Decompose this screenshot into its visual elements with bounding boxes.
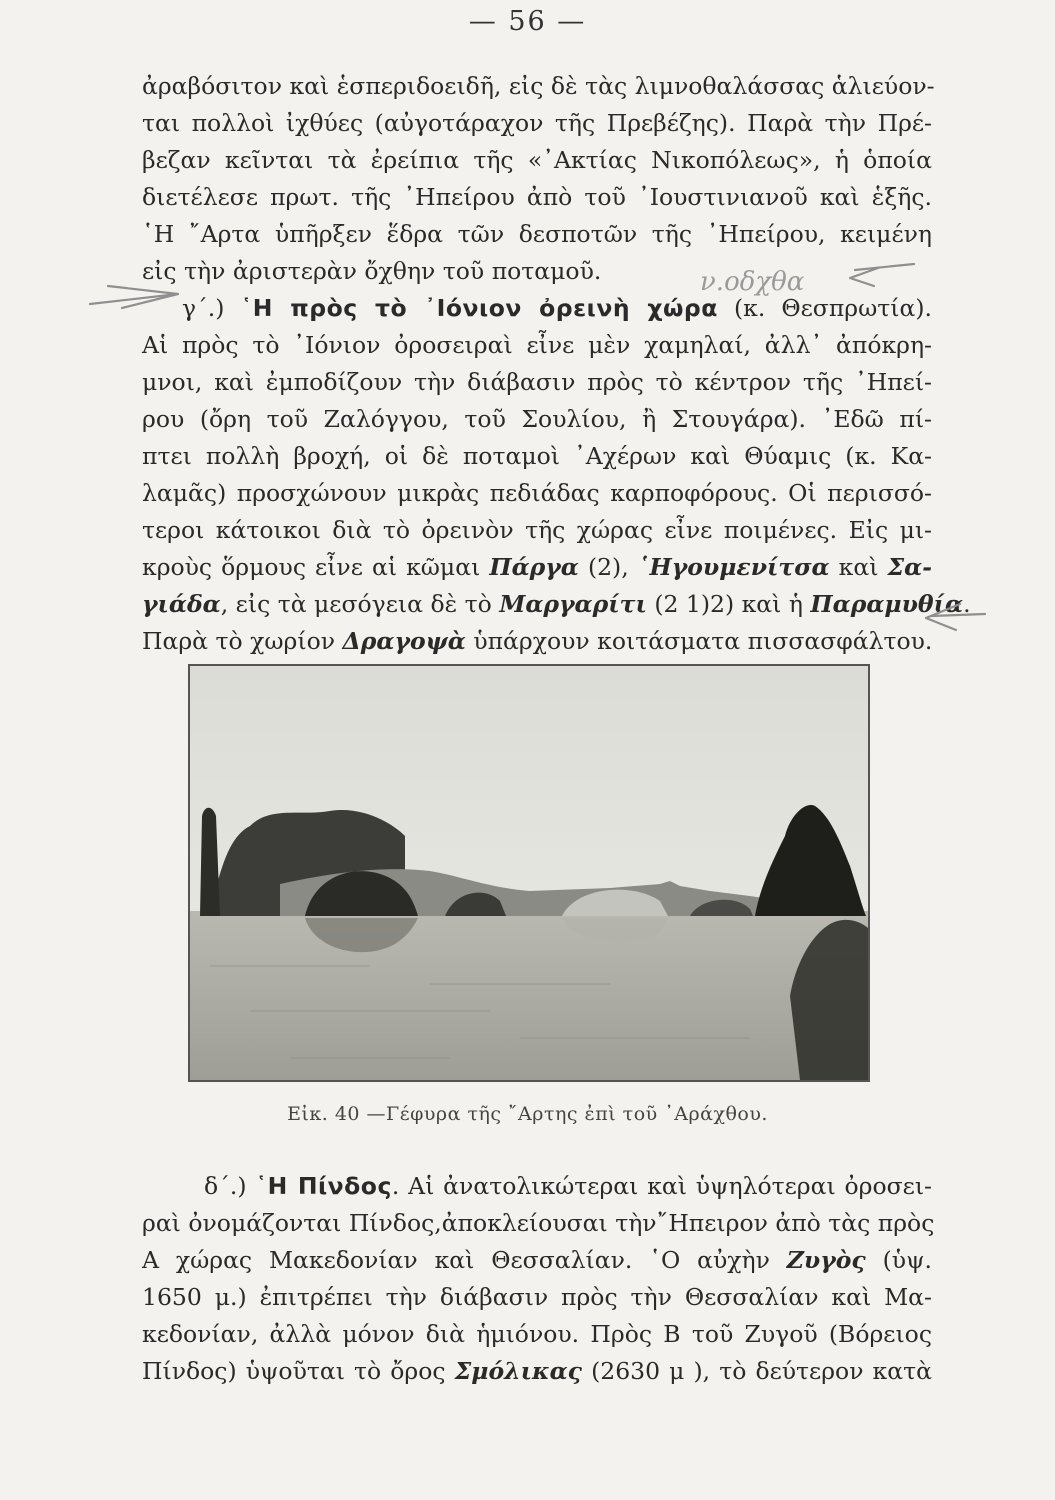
text-run: ὑπάρχουν κοιτάσματα πισσασφάλτου. <box>473 627 933 655</box>
text-line: κεδονίαν, ἀλλὰ μόνον διὰ ἡμιόνου. Πρὸς Β τοῦ Ζυγοῦ (Βόρειος <box>142 1320 932 1348</box>
text-line: μνοι, καὶ ἐμποδίζουν τὴν διάβασιν πρὸς τὸ κέντρον τῆς ᾽Ηπεί- <box>142 368 932 396</box>
figure-caption: Εἰκ. 40 —Γέφυρα τῆς ῎Αρτης ἐπὶ τοῦ ᾽Αράχθου. <box>287 1103 768 1125</box>
text-run: (2 1)2) καὶ ἡ <box>654 590 803 618</box>
text-run: . Αἱ ἀνατολικώτεραι καὶ ὑψηλότεραι ὀροσει- <box>391 1172 932 1200</box>
text-line: Αἱ πρὸς τὸ ᾽Ιόνιον ὀροσειραὶ εἶνε μὲν χαμηλαί, ἀλλ᾽ ἀπόκρη- <box>142 331 932 359</box>
text-line: πτει πολλὴ βροχή, οἱ δὲ ποταμοὶ ᾽Αχέρων καὶ Θύαμις (κ. Κα- <box>142 442 932 470</box>
bridge-illustration <box>190 666 868 1080</box>
bridge-photo <box>188 664 870 1082</box>
section-heading-d <box>142 1168 932 1205</box>
text-run: (ὑψ. <box>882 1246 932 1274</box>
text-line: ἀραβόσιτον καὶ ἑσπεριδοειδῆ, εἰς δὲ τὰς λιμνοθαλάσσας ἁλιεύον- <box>142 72 935 100</box>
text-run: κροὺς ὅρμους εἶνε αἱ κῶμαι <box>142 553 481 581</box>
text-run: Παρὰ τὸ χωρίον <box>142 627 336 655</box>
text-line: ῾Η ῎Αρτα ὑπῆρξεν ἕδρα τῶν δεσποτῶν τῆς ᾽Ηπείρου, κειμένη <box>142 220 932 248</box>
place-name: Παραμυθία <box>810 590 964 618</box>
river-water <box>190 911 868 1080</box>
text-line: εἰς τὴν ἀριστερὰν ὄχθην τοῦ ποταμοῦ. <box>142 257 602 285</box>
text-line-places <box>142 1242 932 1279</box>
place-name: Δραγοψὰ <box>342 627 466 655</box>
heading-prefix: γ΄.) <box>182 294 225 322</box>
text-line: ρου (ὄρη τοῦ Ζαλόγγου, τοῦ Σουλίου, ἢ Στουγάρα). ᾽Εδῶ πί- <box>142 405 932 433</box>
text-line: 1650 μ.) ἐπιτρέπει τὴν διάβασιν πρὸς τὴν Θεσσαλίαν καὶ Μα- <box>142 1283 932 1311</box>
place-name: ῾Ηγουμενίτσα <box>637 553 830 581</box>
pencil-marks <box>60 268 960 648</box>
pencil-note: ν.οδχθα <box>700 267 805 297</box>
place-name: Μαργαρίτι <box>499 590 647 618</box>
left-arrow-shaft <box>90 294 178 304</box>
text-run: καὶ <box>838 553 879 581</box>
text-run: (2), <box>587 553 629 581</box>
place-name: γιάδα <box>142 590 221 618</box>
text-run: Πίνδος) ὑψοῦται τὸ ὄρος <box>142 1357 446 1385</box>
heading-suffix: (κ. Θεσπρωτία). <box>733 294 932 322</box>
page-number: — 56 — <box>468 6 587 37</box>
place-name: Πάργα <box>489 553 579 581</box>
text-line: ραὶ ὀνομάζονται Πίνδος,ἀποκλείουσαι τὴν῎Ηπειρον ἀπὸ τὰς πρὸς <box>142 1209 935 1237</box>
text-line-places <box>142 1353 932 1390</box>
section-d <box>142 1168 935 1390</box>
text-run: Α χώρας Μακεδονίαν καὶ Θεσσαλίαν. ῾Ο αὐχὴν <box>142 1246 770 1274</box>
text-line: ται πολλοὶ ἰχθύες (αὐγοτάραχον τῆς Πρεβέζης). Παρὰ τὴν Πρέ- <box>142 109 932 137</box>
text-run: , εἰς τὰ μεσόγεια δὲ τὸ <box>220 590 492 618</box>
margin-arrow-shaft <box>932 614 985 616</box>
place-name: Σα- <box>887 553 932 581</box>
text-run: . <box>963 590 971 618</box>
heading-title: ῾Η Πίνδος <box>255 1172 392 1200</box>
text-run: (2630 μ ), τὸ δεύτερον κατὰ <box>591 1357 932 1385</box>
text-line: τεροι κάτοικοι διὰ τὸ ὀρεινὸν τῆς χώρας εἶνε ποιμένες. Εἰς μι- <box>142 516 932 544</box>
place-name: Σμόλικας <box>454 1357 582 1385</box>
place-name: Ζυγὸς <box>786 1246 866 1274</box>
heading-title: ῾Η πρὸς τὸ ᾽Ιόνιον ὀρεινὴ χώρα <box>240 294 718 322</box>
heading-prefix: δ΄.) <box>204 1172 247 1200</box>
text-line: διετέλεσε πρωτ. τῆς ᾽Ηπείρου ἀπὸ τοῦ ᾽Ιουστινιανοῦ καὶ ἑξῆς. <box>142 183 932 211</box>
text-line: βεζαν κεῖνται τὰ ἐρείπια τῆς «᾽Ακτίας Νικοπόλεως», ἡ ὁποία <box>142 146 932 174</box>
text-line: λαμᾶς) προσχώνουν μικρὰς πεδιάδας καρποφόρους. Οἱ περισσό- <box>142 479 932 507</box>
margin-arrow-head <box>926 604 960 630</box>
